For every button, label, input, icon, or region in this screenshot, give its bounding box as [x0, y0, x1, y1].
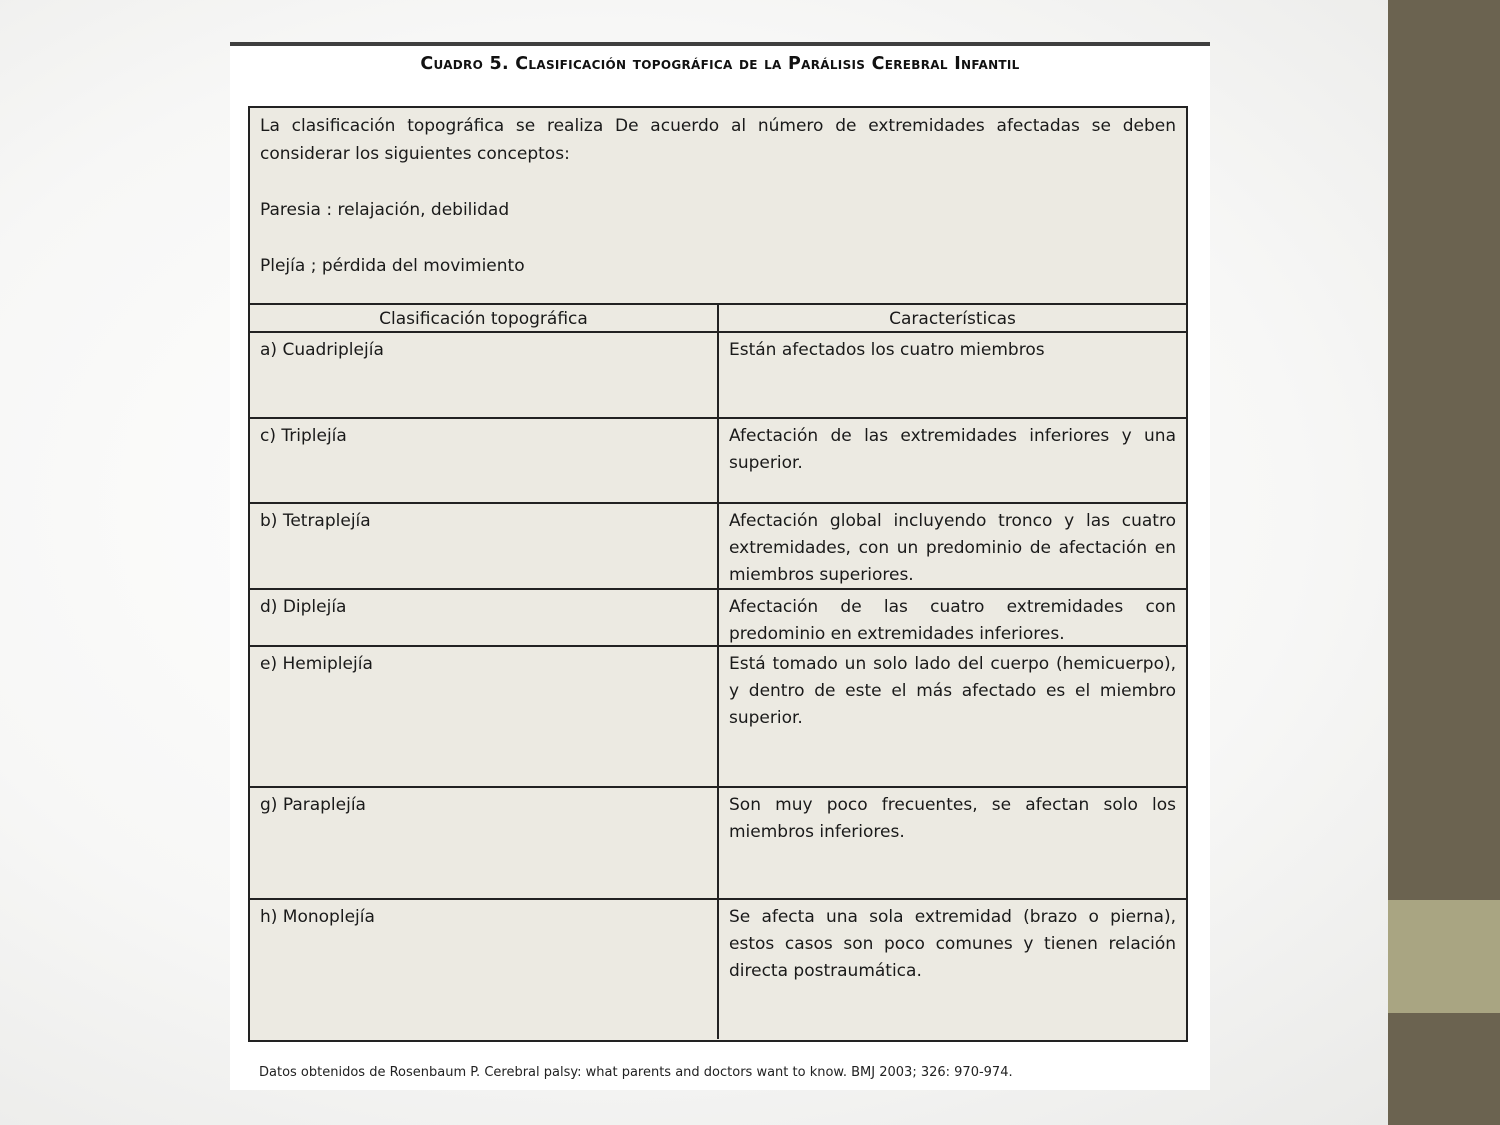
source-footnote: Datos obtenidos de Rosenbaum P. Cerebral palsy: what parents and doctors want to know. BMJ 2003; 326: 970-974.: [259, 1065, 1013, 1080]
table-row: [250, 419, 1186, 504]
characteristics-cell: Afectación global incluyendo tronco y las cuatro extremidades, con un predominio de afectación en miembros superiores.: [729, 511, 1176, 585]
title-rule: [230, 42, 1210, 46]
column-header-classification: Clasificación topográfica: [250, 305, 719, 331]
intro-text: La clasificación topográfica se realiza De acuerdo al número de extremidades afectadas se deben considerar los siguientes conceptos:: [260, 116, 1176, 164]
table-row: [250, 590, 1186, 647]
table-row: [250, 333, 1186, 419]
column-header-characteristics: Características: [889, 309, 1016, 329]
classification-cell: b) Tetraplejía: [250, 504, 719, 588]
characteristics-cell: Se afecta una sola extremidad (brazo o pierna), estos casos son poco comunes y tienen relación directa postraumática.: [729, 907, 1176, 981]
characteristics-cell: Son muy poco frecuentes, se afectan solo los miembros inferiores.: [729, 795, 1176, 842]
characteristics-cell: Está tomado un solo lado del cuerpo (hemicuerpo), y dentro de este el más afectado es el miembro superior.: [729, 654, 1176, 728]
classification-cell: e) Hemiplejía: [250, 647, 719, 786]
table-row: [250, 900, 1186, 1039]
table-row: [250, 647, 1186, 788]
classification-cell: c) Triplejía: [250, 419, 719, 502]
plejia-definition: Plejía ; pérdida del movimiento: [260, 256, 525, 276]
document-title: Cuadro 5. Clasificación topográfica de la Parálisis Cerebral Infantil: [420, 54, 1020, 74]
characteristics-cell: Están afectados los cuatro miembros: [729, 340, 1045, 360]
table-header-row: [250, 305, 1186, 333]
table-row: [250, 504, 1186, 590]
classification-cell: h) Monoplejía: [250, 900, 719, 1039]
intro-section: [250, 108, 1186, 305]
characteristics-cell: Afectación de las cuatro extremidades con predominio en extremidades inferiores.: [729, 597, 1176, 644]
table-row: [250, 788, 1186, 900]
paresia-definition: Paresia : relajación, debilidad: [260, 200, 510, 220]
classification-table: [248, 106, 1188, 1042]
classification-cell: a) Cuadriplejía: [250, 333, 719, 417]
classification-cell: g) Paraplejía: [250, 788, 719, 898]
characteristics-cell: Afectación de las extremidades inferiores y una superior.: [729, 426, 1176, 473]
document-image: [230, 42, 1210, 1090]
classification-cell: d) Diplejía: [250, 590, 719, 645]
slide-sidebar-accent: [1388, 900, 1500, 1013]
table-grid: [250, 305, 1186, 1039]
